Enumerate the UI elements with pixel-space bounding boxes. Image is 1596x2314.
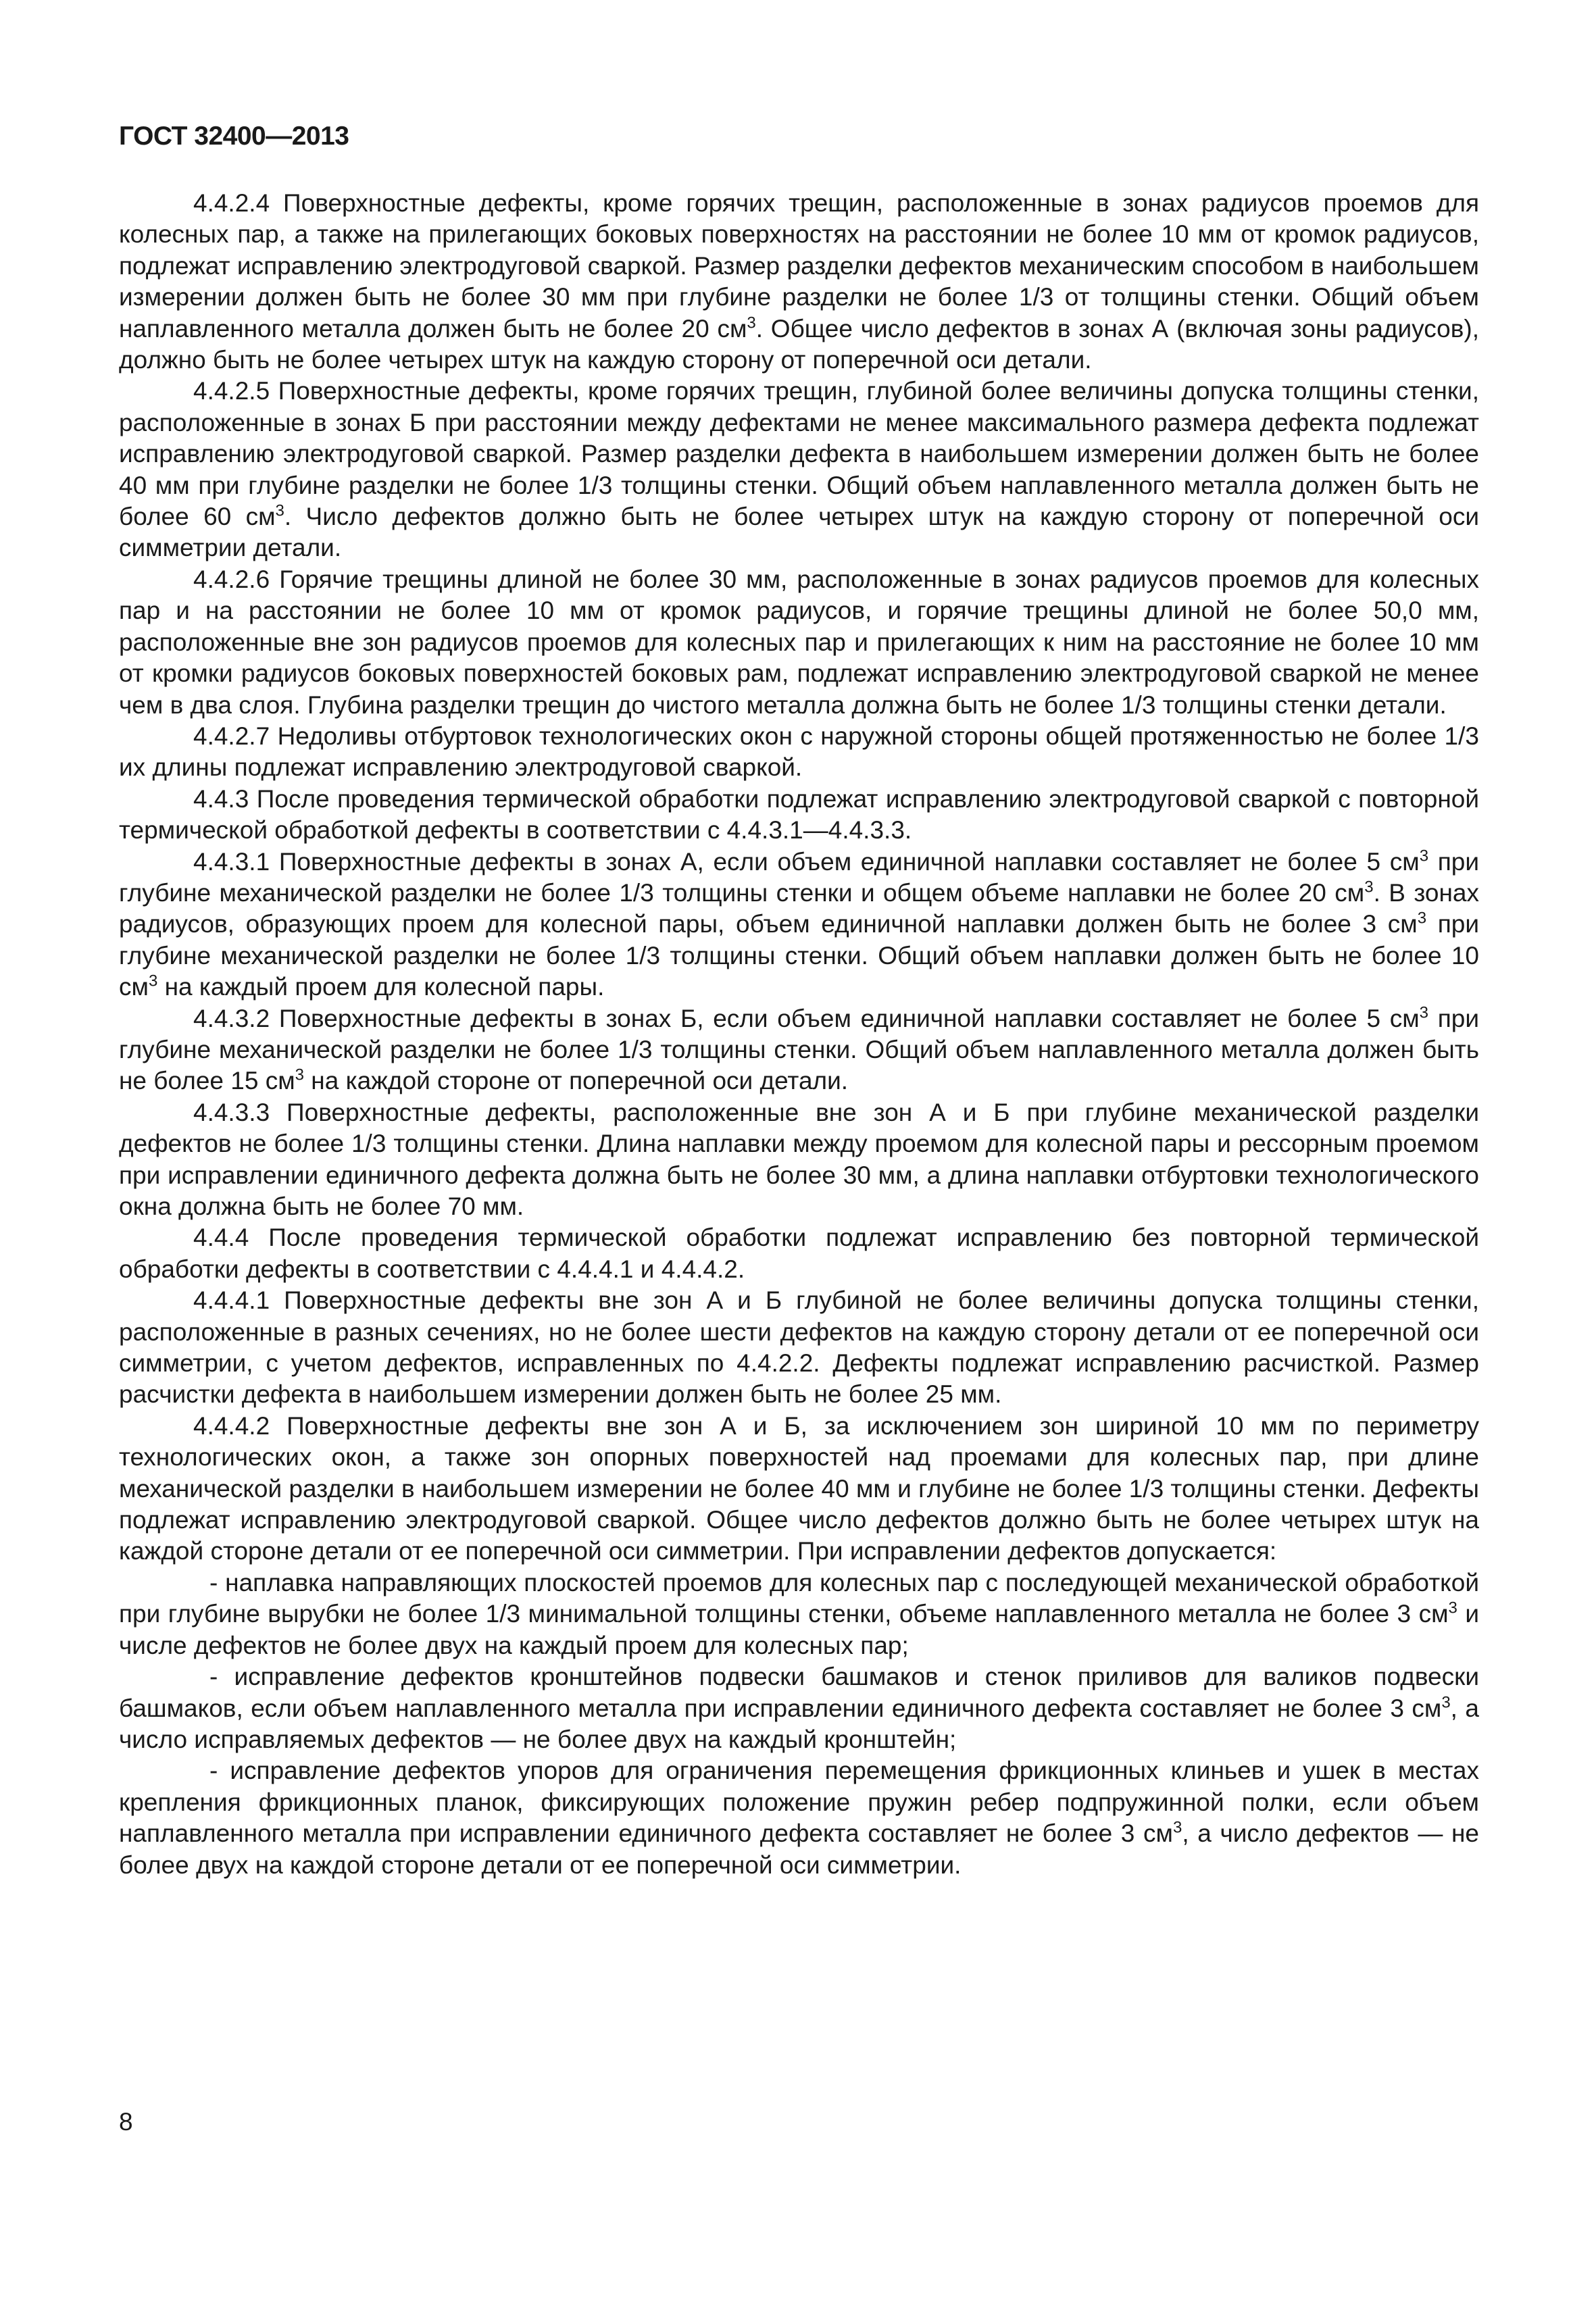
superscript-exponent: 3	[1419, 847, 1429, 865]
document-body	[119, 188, 1479, 1881]
text-run: 4.4.4.1 Поверхностные дефекты вне зон А и Б глубиной не более величины допуска толщины стенки, расположенные в разных сечениях, но не более шести дефектов на каждую сторону детали от ее поперечной оси симметрии, с учетом дефектов, исправленных по 4.4.2.2. Дефекты подлежат исправлению расчисткой. Размер расчистки дефекта в наибольшем измерении должен быть не более 25 мм.	[119, 1286, 1479, 1409]
paragraph-4.4.3.2	[119, 1003, 1479, 1097]
text-run: 4.4.4.2 Поверхностные дефекты вне зон А и Б, за исключением зон шириной 10 мм по периметру технологических окон, а также зон опорных поверхностей над проемами для колесных пар, при длине механической разделки в наибольшем измерении не более 40 мм и глубине не более 1/3 толщины стенки. Дефекты подлежат исправлению электродуговой сваркой. Общее число дефектов должно быть не более четырех штук на каждой стороне детали от ее поперечной оси симметрии. При исправлении дефектов допускается:	[119, 1411, 1479, 1565]
text-run: 4.4.3.1 Поверхностные дефекты в зонах А, если объем единичной наплавки составляет не более 5 см	[193, 847, 1420, 876]
text-run: на каждой стороне от поперечной оси детали.	[304, 1067, 849, 1095]
text-run: при глубине механической разделки не более 1/3 толщины стенки. Общий объем наплавки должен быть не более 10 см	[119, 910, 1480, 1001]
text-run: 4.4.4 После проведения термической обработки подлежат исправлению без повторной термической обработки дефекты в соответствии с 4.4.4.1 и 4.4.4.2.	[119, 1224, 1479, 1283]
text-run: - исправление дефектов упоров для ограничения перемещения фрикционных клиньев и ушек в местах крепления фрикционных планок, фиксирующих положение пружин ребер подпружинной полки, если объем наплавленного металла при исправлении единичного дефекта составляет не более 3 см	[119, 1757, 1479, 1848]
text-run: 4.4.3.3 Поверхностные дефекты, расположенные вне зон А и Б при глубине механической разделки дефектов не более 1/3 толщины стенки. Длина наплавки между проемом для колесной пары и рессорным проемом при исправлении единичного дефекта должна быть не более 30 мм, а длина наплавки отбуртовки технологического окна должна быть не более 70 мм.	[119, 1098, 1479, 1220]
text-run: . В зонах радиусов, образующих проем для колесной пары, объем единичной наплавки должен быть не более 3 см	[119, 878, 1480, 938]
paragraph-4.4.2.6	[119, 564, 1479, 721]
paragraph-4.4.2.4	[119, 188, 1479, 376]
paragraph-4.4.4.2	[119, 1411, 1479, 1567]
text-run: . Общее число дефектов в зонах А (включая зоны радиусов), должно быть не более четырех штук на каждую сторону от поперечной оси детали.	[119, 314, 1479, 374]
list-item-dash	[119, 1567, 1479, 1661]
text-run: - исправление дефектов кронштейнов подвески башмаков и стенок приливов для валиков подвески башмаков, если объем наплавленного металла при исправлении единичного дефекта составляет не более 3 см	[119, 1663, 1479, 1722]
paragraph-4.4.2.5	[119, 376, 1479, 563]
paragraph-4.4.2.7	[119, 721, 1479, 784]
text-run: при глубине механической разделки не более 1/3 толщины стенки и общем объеме наплавки не более 20 см	[119, 847, 1479, 907]
paragraph-4.4.3.3	[119, 1097, 1479, 1223]
superscript-exponent: 3	[275, 501, 284, 520]
superscript-exponent: 3	[1441, 1693, 1451, 1712]
page-number: 8	[119, 2108, 133, 2136]
text-run: - наплавка направляющих плоскостей проемов для колесных пар с последующей механической обработкой при глубине вырубки не более 1/3 минимальной толщины стенки, объеме наплавленного металла не более 3 см	[119, 1568, 1479, 1628]
text-run: на каждый проем для колесной пары.	[157, 973, 605, 1001]
text-run: 4.4.2.7 Недоливы отбуртовок технологических окон с наружной стороны общей протяженностью не более 1/3 их длины подлежат исправлению электродуговой сваркой.	[119, 722, 1479, 782]
text-run: . Число дефектов должно быть не более четырех штук на каждую сторону от поперечной оси симметрии детали.	[119, 503, 1479, 562]
document-header: ГОСТ 32400—2013	[119, 122, 349, 151]
text-run: и числе дефектов не более двух на каждый проем для колесных пар;	[119, 1600, 1479, 1659]
superscript-exponent: 3	[1417, 909, 1427, 928]
superscript-exponent: 3	[747, 313, 756, 332]
paragraph-4.4.4	[119, 1222, 1479, 1285]
superscript-exponent: 3	[1172, 1818, 1182, 1837]
superscript-exponent: 3	[295, 1066, 305, 1085]
text-run: 4.4.2.6 Горячие трещины длиной не более 30 мм, расположенные в зонах радиусов проемов для колесных пар и на расстоянии не более 10 мм от кромок радиусов, и горячие трещины длиной не более 50,0 мм, расположенные вне зон радиусов проемов для колесных пар и прилегающих к ним на расстояние не более 10 мм от кромки радиусов боковых поверхностей боковых рам, подлежат исправлению электродуговой сваркой не менее чем в два слоя. Глубина разделки трещин до чистого металла должна быть не более 1/3 толщины стенки детали.	[119, 565, 1479, 719]
paragraph-4.4.3.1	[119, 847, 1479, 1003]
superscript-exponent: 3	[1364, 878, 1374, 897]
text-run: 4.4.3 После проведения термической обработки подлежат исправлению электродуговой сваркой с повторной термической обработкой дефекты в соответствии с 4.4.3.1—4.4.3.3.	[119, 784, 1479, 845]
superscript-exponent: 3	[148, 972, 158, 990]
text-run: 4.4.2.5 Поверхностные дефекты, кроме горячих трещин, глубиной более величины допуска толщины стенки, расположенные в зонах Б при расстоянии между дефектами не менее максимального размера дефекта подлежат исправлению электродуговой сваркой. Размер разделки дефекта в наибольшем измерении должен быть не более 40 мм при глубине разделки не более 1/3 толщины стенки. Общий объем наплавленного металла должен быть не более 60 см	[119, 377, 1479, 531]
text-run: 4.4.2.4 Поверхностные дефекты, кроме горячих трещин, расположенные в зонах радиусов проемов для колесных пар, а также на прилегающих боковых поверхностях на расстоянии не более 10 мм от кромок радиусов, подлежат исправлению электродуговой сваркой. Размер разделки дефектов механическим способом в наибольшем измерении должен быть не более 30 мм при глубине разделки не более 1/3 от толщины стенки. Общий объем наплавленного металла должен быть не более 20 см	[119, 189, 1479, 343]
superscript-exponent: 3	[1419, 1003, 1429, 1022]
text-run: при глубине механической разделки не более 1/3 толщины стенки. Общий объем наплавленного металла должен быть не более 15 см	[119, 1004, 1480, 1095]
text-run: 4.4.3.2 Поверхностные дефекты в зонах Б, если объем единичной наплавки составляет не более 5 см	[193, 1004, 1420, 1032]
paragraph-4.4.4.1	[119, 1285, 1479, 1411]
superscript-exponent: 3	[1448, 1599, 1457, 1617]
paragraph-4.4.3	[119, 784, 1479, 847]
text-run: , а число исправляемых дефектов — не более двух на каждый кронштейн;	[119, 1694, 1479, 1753]
text-run: , а число дефектов — не более двух на каждой стороне детали от ее поперечной оси симметрии.	[119, 1819, 1479, 1879]
list-item-dash	[119, 1755, 1479, 1881]
list-item-dash	[119, 1661, 1479, 1755]
